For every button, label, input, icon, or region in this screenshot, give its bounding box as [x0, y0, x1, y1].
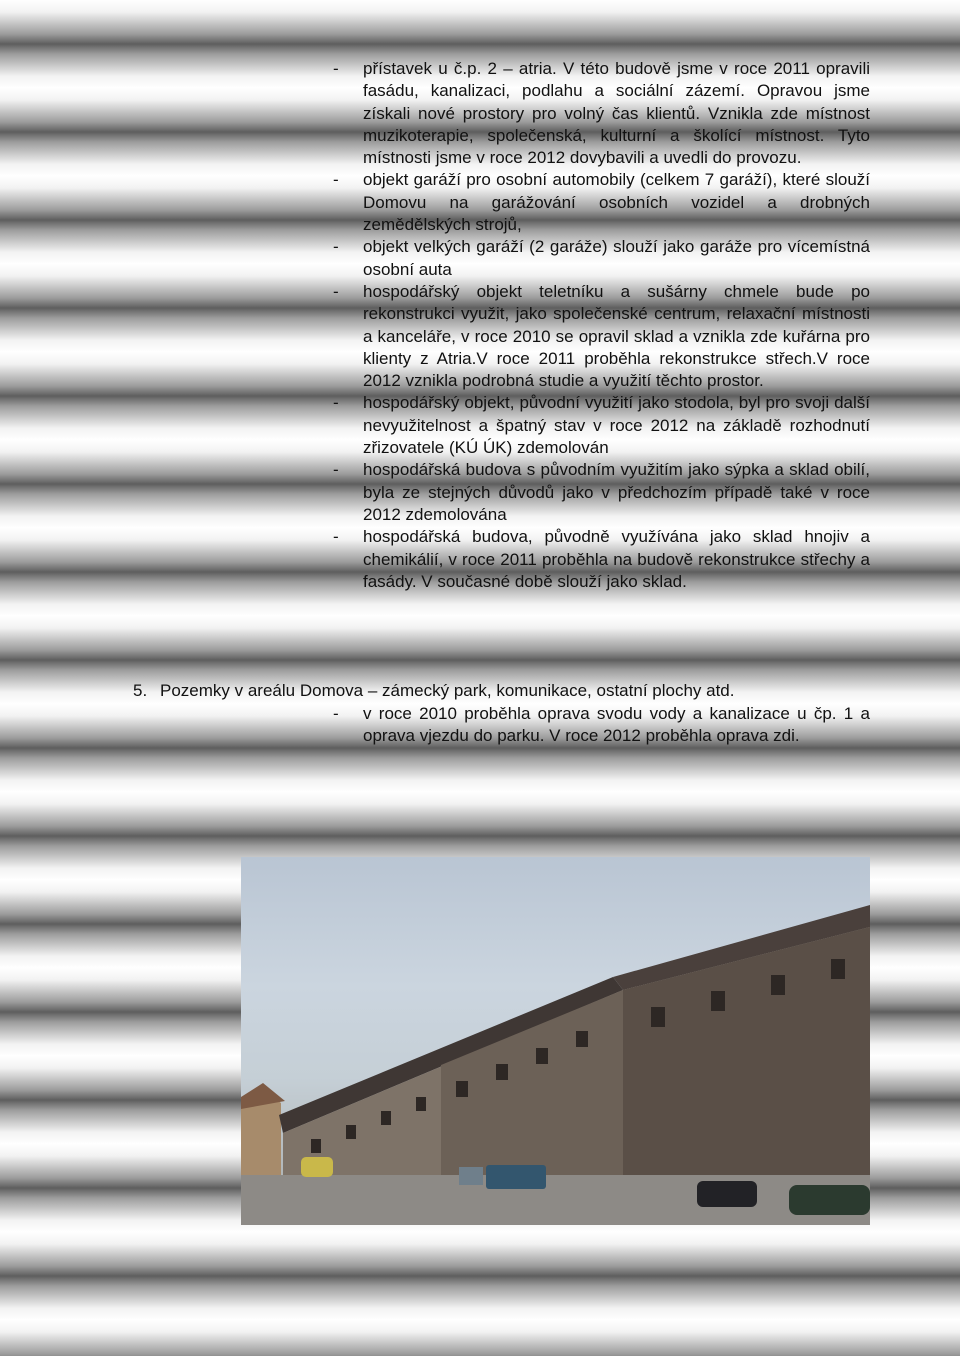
building-illustration: [241, 857, 870, 1225]
building-list: [333, 58, 870, 593]
list-item-text: objekt garáží pro osobní automobily (celkem 7 garáží), které slouží Domovu na garážování osobních vozidel a drobných zemědělských strojů,: [363, 170, 870, 235]
bullet-dash: -: [333, 393, 339, 413]
list-item: [333, 526, 870, 593]
list-item-text: hospodářský objekt teletníku a sušárny chmele bude po rekonstrukci využit, jako společenské centrum, relaxační místnosti a kanceláře, v roce 2010 se opravil sklad a vznikla zde kuřárna pro klienty z Atria.V roce 2011 proběhla rekonstrukce střech.V roce 2012 vznikla podrobná studie a využití těchto prostor.: [363, 281, 870, 391]
section-title: Pozemky v areálu Domova – zámecký park, komunikace, ostatní plochy atd.: [160, 681, 735, 700]
bullet-dash: -: [333, 460, 339, 480]
building-photo: [241, 857, 870, 1225]
bullet-dash: -: [333, 281, 339, 301]
bullet-dash: -: [333, 170, 339, 190]
section-heading: [133, 680, 734, 702]
list-item: [333, 392, 870, 459]
list-item-text: hospodářská budova, původně využívána jako sklad hnojiv a chemikálií, v roce 2011 proběhla na budově rekonstrukce střechy a fasády. V současné době slouží jako sklad.: [363, 527, 870, 591]
list-item-text: hospodářská budova s původním využitím jako sýpka a sklad obilí, byla ze stejných důvodů jako v předchozím případě také v roce 2012 zdemolována: [363, 460, 870, 524]
bullet-dash: -: [333, 527, 339, 547]
list-item-text: hospodářský objekt, původní využití jako stodola, byl pro svoji další nevyužitelnost a špatný stav v roce 2012 na základě rozhodnutí zřizovatele (KÚ ÚK) zdemolován: [363, 393, 870, 458]
list-item: [333, 236, 870, 281]
bullet-dash: -: [333, 704, 339, 723]
list-item: [333, 169, 870, 236]
list-item-text: přístavek u č.p. 2 – atria. V této budově jsme v roce 2011 opravili fasádu, kanalizaci, podlahu a sociální zázemí. Opravou jsme získali nové prostory pro volný čas klientů. Vznikla zde místnost muzikoterapie, společenská, kulturní a školící místnost. Tyto místnosti jsme v roce 2012 dovybavili a uvedli do provozu.: [363, 59, 870, 168]
land-list: [333, 703, 870, 748]
list-item: [333, 459, 870, 526]
list-item-text: v roce 2010 proběhla oprava svodu vody a kanalizace u čp. 1 a oprava vjezdu do parku. V roce 2012 proběhla oprava zdi.: [363, 704, 870, 746]
list-item: [333, 703, 870, 748]
bullet-dash: -: [333, 237, 339, 257]
section-number: 5.: [133, 681, 148, 700]
list-item: [333, 281, 870, 392]
list-item: [333, 58, 870, 169]
list-item-text: objekt velkých garáží (2 garáže) slouží jako garáže pro vícemístná osobní auta: [363, 237, 870, 279]
bullet-dash: -: [333, 59, 339, 78]
